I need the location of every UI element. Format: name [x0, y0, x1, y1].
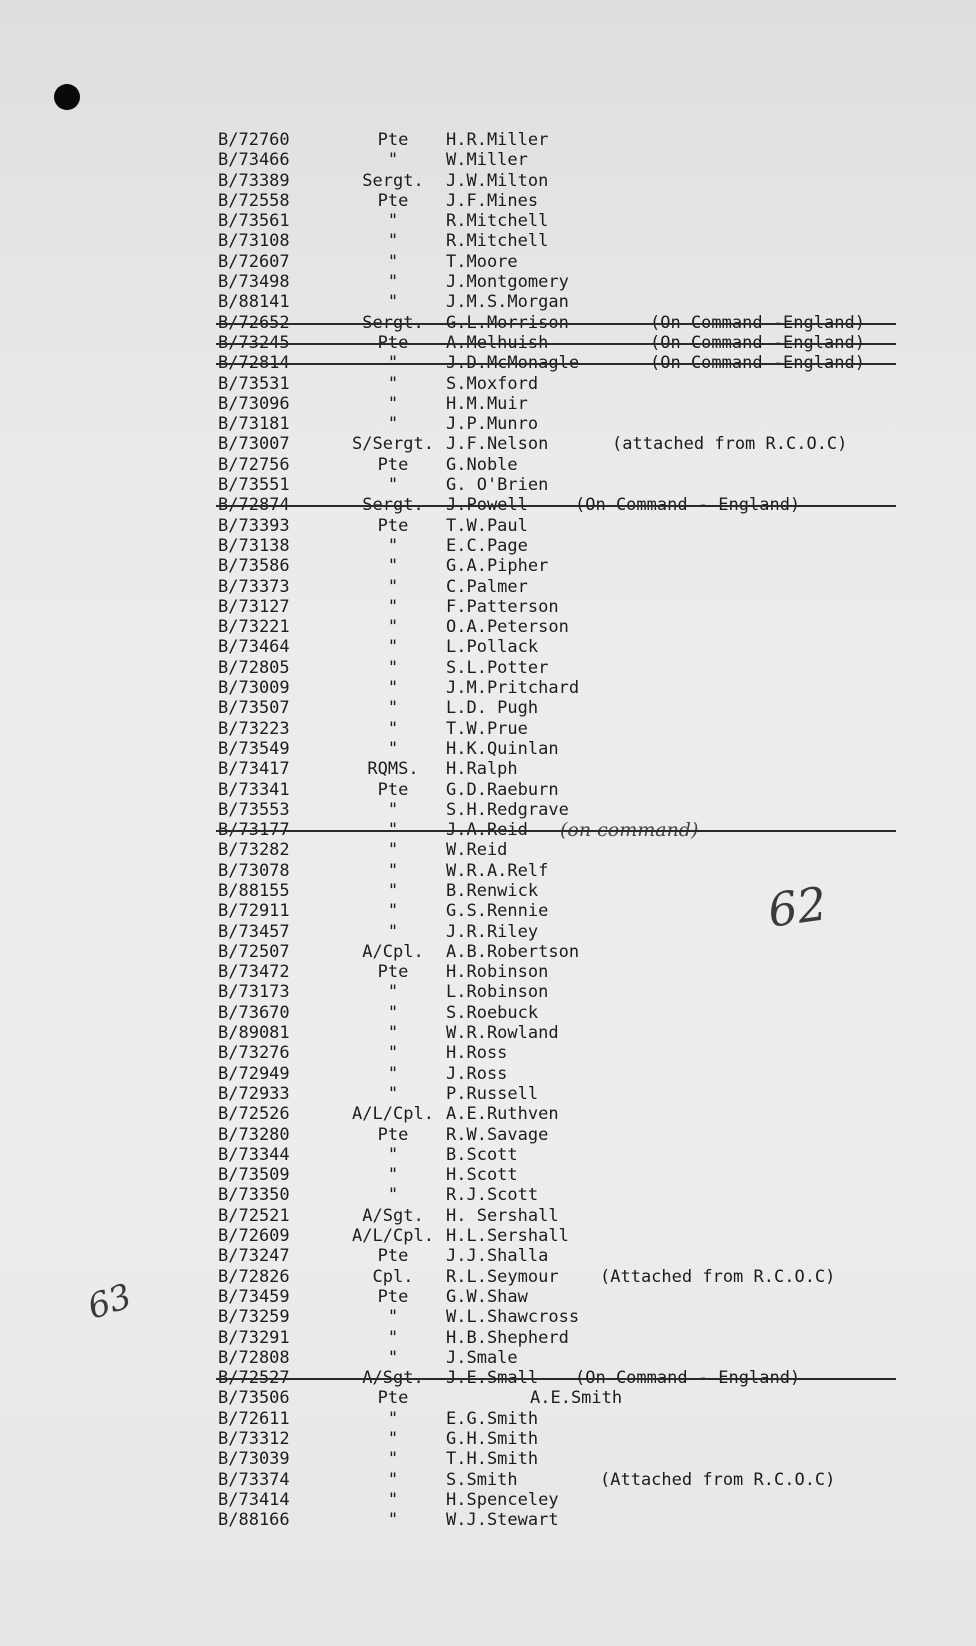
soldier-name: L.D. Pugh [446, 698, 539, 719]
rank: " [387, 1408, 399, 1429]
soldier-name: J.Powell [446, 495, 528, 516]
roll-entry [0, 333, 976, 353]
roll-entry [0, 475, 976, 495]
rank: S/Sergt. [352, 434, 434, 455]
roll-entry [0, 861, 976, 881]
soldier-name: T.W.Paul [446, 515, 528, 536]
roll-entry [0, 374, 976, 394]
remark-note: (On Command - England) [575, 1368, 801, 1389]
rank: Sergt. [362, 170, 424, 191]
rank: " [387, 982, 399, 1003]
soldier-name: S.Roebuck [446, 1002, 539, 1023]
roll-entry [0, 191, 976, 211]
rank: A/L/Cpl. [352, 1226, 434, 1247]
soldier-name: S.H.Redgrave [446, 799, 569, 820]
rank: Pte [377, 515, 409, 536]
soldier-name: H.B.Shepherd [446, 1327, 569, 1348]
regimental-number: B/72609 [218, 1226, 290, 1247]
soldier-name: J.F.Mines [446, 190, 539, 211]
rank: " [387, 1469, 399, 1490]
regimental-number: B/73173 [218, 982, 290, 1003]
rank: " [387, 150, 399, 171]
rank: " [387, 1510, 399, 1531]
roll-entry [0, 1267, 976, 1287]
soldier-name: T.Moore [446, 251, 518, 272]
rank: " [387, 1083, 399, 1104]
regimental-number: B/73553 [218, 799, 290, 820]
rank: " [387, 414, 399, 435]
regimental-number: B/73373 [218, 576, 290, 597]
remark-note: (Attached from R.C.O.C) [600, 1266, 836, 1287]
regimental-number: B/73181 [218, 414, 290, 435]
soldier-name: H. Sershall [446, 1205, 559, 1226]
remark-note: (On Command -England) [650, 353, 865, 374]
roll-entry [0, 840, 976, 860]
roll-entry [0, 414, 976, 434]
soldier-name: G. O'Brien [446, 475, 549, 496]
rank: A/L/Cpl. [352, 1104, 434, 1125]
rank: " [387, 901, 399, 922]
soldier-name: S.L.Potter [446, 657, 549, 678]
soldier-name: B.Scott [446, 1144, 518, 1165]
regimental-number: B/73561 [218, 211, 290, 232]
roll-entry [0, 394, 976, 414]
roll-entry [0, 292, 976, 312]
rank: Pte [377, 454, 409, 475]
roll-entry [0, 1409, 976, 1429]
rank: " [387, 535, 399, 556]
remark-note: (On Command -England) [650, 332, 865, 353]
soldier-name: B.Renwick [446, 880, 539, 901]
roll-entry [0, 516, 976, 536]
roll-entry [0, 1165, 976, 1185]
rank: Sergt. [362, 312, 424, 333]
regimental-number: B/72814 [218, 353, 290, 374]
rank: Pte [377, 190, 409, 211]
roll-entry [0, 962, 976, 982]
rank: " [387, 617, 399, 638]
regimental-number: B/72652 [218, 312, 290, 333]
regimental-number: B/73417 [218, 759, 290, 780]
punch-hole [54, 84, 80, 110]
remark-note: (attached from R.C.O.C) [612, 434, 848, 455]
roll-entry [0, 1145, 976, 1165]
roll-entry [0, 1226, 976, 1246]
regimental-number: B/89081 [218, 1023, 290, 1044]
soldier-name: J.M.S.Morgan [446, 292, 569, 313]
regimental-number: B/73531 [218, 373, 290, 394]
rank: A/Sgt. [362, 1368, 424, 1389]
regimental-number: B/88166 [218, 1510, 290, 1531]
rank: " [387, 353, 399, 374]
rank: " [387, 1429, 399, 1449]
rank: Pte [377, 1124, 409, 1145]
regimental-number: B/73247 [218, 1246, 290, 1267]
roll-entry [0, 577, 976, 597]
regimental-number: B/73393 [218, 515, 290, 536]
regimental-number: B/73374 [218, 1469, 290, 1490]
roll-entry [0, 881, 976, 901]
roll-entry [0, 1003, 976, 1023]
regimental-number: B/72808 [218, 1347, 290, 1368]
soldier-name: H.Spenceley [446, 1489, 559, 1510]
regimental-number: B/73506 [218, 1388, 290, 1409]
roll-entry [0, 637, 976, 657]
regimental-number: B/73670 [218, 1002, 290, 1023]
rank: Pte [377, 1246, 409, 1267]
soldier-name: G.H.Smith [446, 1429, 539, 1449]
soldier-name: H.Ralph [446, 759, 518, 780]
rank: " [387, 1449, 399, 1470]
soldier-name: G.S.Rennie [446, 901, 549, 922]
soldier-name: J.F.Nelson [446, 434, 549, 455]
rank: " [387, 718, 399, 739]
soldier-name: G.D.Raeburn [446, 779, 559, 800]
soldier-name: R.Mitchell [446, 211, 549, 232]
soldier-name: W.L.Shawcross [446, 1307, 580, 1328]
soldier-name: J.A.Reid [446, 820, 528, 841]
roll-entry [0, 719, 976, 739]
remark-note: (Attached from R.C.O.C) [600, 1469, 836, 1490]
rank: " [387, 880, 399, 901]
soldier-name: E.C.Page [446, 535, 528, 556]
rank: " [387, 251, 399, 272]
soldier-name: R.Mitchell [446, 231, 549, 252]
rank: A/Sgt. [362, 1205, 424, 1226]
regimental-number: B/88141 [218, 292, 290, 313]
rank: Cpl. [372, 1266, 414, 1287]
regimental-number: B/73276 [218, 1043, 290, 1064]
soldier-name: T.W.Prue [446, 718, 528, 739]
roll-entry [0, 800, 976, 820]
roll-entry [0, 1490, 976, 1510]
roll-entry [0, 820, 976, 840]
roll-entry [0, 1023, 976, 1043]
roll-entry [0, 1449, 976, 1469]
rank: " [387, 231, 399, 252]
rank: " [387, 272, 399, 293]
regimental-number: B/72756 [218, 454, 290, 475]
roll-entry [0, 1104, 976, 1124]
roll-entry [0, 171, 976, 191]
regimental-number: B/73344 [218, 1144, 290, 1165]
soldier-name: A.Melhuish [446, 332, 549, 353]
regimental-number: B/73282 [218, 840, 290, 861]
roll-entry [0, 1125, 976, 1145]
regimental-number: B/72527 [218, 1368, 290, 1389]
rank: RQMS. [367, 759, 419, 780]
rank: " [387, 393, 399, 414]
regimental-number: B/73078 [218, 860, 290, 881]
regimental-number: B/73341 [218, 779, 290, 800]
roll-entry [0, 698, 976, 718]
roll-entry [0, 739, 976, 759]
roll-entry [0, 922, 976, 942]
soldier-name: W.R.Rowland [446, 1023, 559, 1044]
soldier-name: J.D.McMonagle [446, 353, 580, 374]
roll-entry [0, 211, 976, 231]
regimental-number: B/88155 [218, 880, 290, 901]
roll-entry [0, 455, 976, 475]
soldier-name: W.Miller [446, 150, 528, 171]
soldier-name: H.M.Muir [446, 393, 528, 414]
soldier-name: S.Moxford [446, 373, 539, 394]
rank: " [387, 799, 399, 820]
roll-entry [0, 150, 976, 170]
soldier-name: W.Reid [446, 840, 508, 861]
roll-entry [0, 678, 976, 698]
soldier-name: W.R.A.Relf [446, 860, 549, 881]
regimental-number: B/72607 [218, 251, 290, 272]
rank: " [387, 373, 399, 394]
regimental-number: B/73039 [218, 1449, 290, 1470]
soldier-name: J.J.Shalla [446, 1246, 549, 1267]
rank: " [387, 1144, 399, 1165]
margin-mark-left: 63 [82, 1276, 137, 1328]
rank: " [387, 292, 399, 313]
rank: " [387, 921, 399, 942]
regimental-number: B/72949 [218, 1063, 290, 1084]
regimental-number: B/73459 [218, 1286, 290, 1307]
rank: Pte [377, 1388, 409, 1409]
soldier-name: H.Robinson [446, 962, 549, 983]
roll-entry [0, 231, 976, 251]
roll-entry [0, 556, 976, 576]
regimental-number: B/73551 [218, 475, 290, 496]
roll-entry [0, 1246, 976, 1266]
rank: " [387, 211, 399, 232]
rank: " [387, 860, 399, 881]
roll-entry [0, 597, 976, 617]
regimental-number: B/73498 [218, 272, 290, 293]
rank: " [387, 657, 399, 678]
regimental-number: B/73312 [218, 1429, 290, 1449]
regimental-number: B/72826 [218, 1266, 290, 1287]
soldier-name: G.W.Shaw [446, 1286, 528, 1307]
regimental-number: B/73350 [218, 1185, 290, 1206]
rank: " [387, 637, 399, 658]
rank: " [387, 1185, 399, 1206]
regimental-number: B/72611 [218, 1408, 290, 1429]
regimental-number: B/72526 [218, 1104, 290, 1125]
soldier-name: J.Montgomery [446, 272, 569, 293]
roll-entry [0, 658, 976, 678]
regimental-number: B/73007 [218, 434, 290, 455]
rank: " [387, 1347, 399, 1368]
remark-note: (On Command -England) [650, 312, 865, 333]
regimental-number: B/73280 [218, 1124, 290, 1145]
regimental-number: B/72874 [218, 495, 290, 516]
rank: Pte [377, 130, 409, 150]
margin-mark-right: 62 [764, 876, 831, 938]
remark-note: (on command) [560, 819, 699, 842]
regimental-number: B/73009 [218, 678, 290, 699]
soldier-name: G.A.Pipher [446, 556, 549, 577]
regimental-number: B/73389 [218, 170, 290, 191]
rank: " [387, 556, 399, 577]
soldier-name: R.J.Scott [446, 1185, 539, 1206]
soldier-name: R.L.Seymour [446, 1266, 559, 1287]
roll-entry [0, 1206, 976, 1226]
soldier-name: J.R.Riley [446, 921, 539, 942]
regimental-number: B/73223 [218, 718, 290, 739]
roll-entry [0, 1185, 976, 1205]
roll-entry [0, 1510, 976, 1530]
soldier-name: G.L.Morrison [446, 312, 569, 333]
regimental-number: B/73549 [218, 738, 290, 759]
rank: A/Cpl. [362, 941, 424, 962]
roll-entry [0, 942, 976, 962]
soldier-name: A.E.Ruthven [446, 1104, 559, 1125]
soldier-name: J.W.Milton [446, 170, 549, 191]
soldier-name: H.L.Sershall [446, 1226, 569, 1247]
rank: " [387, 1043, 399, 1064]
soldier-name: F.Patterson [446, 596, 559, 617]
rank: " [387, 678, 399, 699]
roll-entry [0, 982, 976, 1002]
soldier-name: H.Ross [446, 1043, 508, 1064]
regimental-number: B/72558 [218, 190, 290, 211]
soldier-name: W.J.Stewart [446, 1510, 559, 1531]
soldier-name: J.E.Small [446, 1368, 539, 1389]
roll-entry [0, 901, 976, 921]
roll-entry [0, 272, 976, 292]
rank: Pte [377, 332, 409, 353]
regimental-number: B/73464 [218, 637, 290, 658]
regimental-number: B/72521 [218, 1205, 290, 1226]
rank: " [387, 1002, 399, 1023]
regimental-number: B/73245 [218, 332, 290, 353]
soldier-name: H.K.Quinlan [446, 738, 559, 759]
soldier-name: T.H.Smith [446, 1449, 539, 1470]
rank: " [387, 738, 399, 759]
roll-entry [0, 1307, 976, 1327]
regimental-number: B/73108 [218, 231, 290, 252]
roll-entry [0, 1287, 976, 1307]
nominal-roll [0, 130, 976, 1530]
roll-entry [0, 353, 976, 373]
soldier-name: C.Palmer [446, 576, 528, 597]
soldier-name: H.Scott [446, 1165, 518, 1186]
soldier-name: A.B.Robertson [446, 941, 580, 962]
regimental-number: B/73509 [218, 1165, 290, 1186]
soldier-name: G.Noble [446, 454, 518, 475]
soldier-name: H.R.Miller [446, 130, 549, 150]
roll-entry [0, 1064, 976, 1084]
soldier-name: J.Ross [446, 1063, 508, 1084]
soldier-name: J.Smale [446, 1347, 518, 1368]
regimental-number: B/73586 [218, 556, 290, 577]
regimental-number: B/72933 [218, 1083, 290, 1104]
rank: Sergt. [362, 495, 424, 516]
roll-entry [0, 780, 976, 800]
regimental-number: B/73096 [218, 393, 290, 414]
regimental-number: B/73466 [218, 150, 290, 171]
roll-entry [0, 1348, 976, 1368]
rank: Pte [377, 779, 409, 800]
regimental-number: B/72507 [218, 941, 290, 962]
roll-entry [0, 434, 976, 454]
rank: " [387, 1327, 399, 1348]
rank: " [387, 1307, 399, 1328]
soldier-name: L.Robinson [446, 982, 549, 1003]
regimental-number: B/73472 [218, 962, 290, 983]
regimental-number: B/73259 [218, 1307, 290, 1328]
roll-entry [0, 252, 976, 272]
roll-entry [0, 1043, 976, 1063]
rank: " [387, 820, 399, 841]
soldier-name: O.A.Peterson [446, 617, 569, 638]
rank: " [387, 576, 399, 597]
regimental-number: B/72911 [218, 901, 290, 922]
regimental-number: B/73507 [218, 698, 290, 719]
roll-entry [0, 495, 976, 515]
roll-entry [0, 617, 976, 637]
roll-entry [0, 1328, 976, 1348]
roll-entry [0, 1084, 976, 1104]
roll-entry [0, 536, 976, 556]
regimental-number: B/73457 [218, 921, 290, 942]
regimental-number: B/73127 [218, 596, 290, 617]
roll-entry [0, 130, 976, 150]
regimental-number: B/73138 [218, 535, 290, 556]
soldier-name: L.Pollack [446, 637, 539, 658]
soldier-name: P.Russell [446, 1083, 539, 1104]
regimental-number: B/73221 [218, 617, 290, 638]
rank: Pte [377, 962, 409, 983]
soldier-name: E.G.Smith [446, 1408, 539, 1429]
rank: " [387, 698, 399, 719]
regimental-number: B/73177 [218, 820, 290, 841]
regimental-number: B/72760 [218, 130, 290, 150]
roll-entry [0, 1368, 976, 1388]
roll-entry [0, 759, 976, 779]
roll-entry [0, 313, 976, 333]
regimental-number: B/72805 [218, 657, 290, 678]
rank: " [387, 1063, 399, 1084]
regimental-number: B/73414 [218, 1489, 290, 1510]
regimental-number: B/73291 [218, 1327, 290, 1348]
soldier-name: R.W.Savage [446, 1124, 549, 1145]
rank: " [387, 596, 399, 617]
rank: " [387, 1489, 399, 1510]
rank: " [387, 1023, 399, 1044]
rank: " [387, 475, 399, 496]
soldier-name: J.M.Pritchard [446, 678, 580, 699]
soldier-name: A.E.Smith [530, 1388, 623, 1409]
roll-entry [0, 1388, 976, 1408]
rank: " [387, 1165, 399, 1186]
remark-note: (On Command - England) [575, 495, 801, 516]
roll-entry [0, 1429, 976, 1449]
soldier-name: S.Smith [446, 1469, 518, 1490]
rank: " [387, 840, 399, 861]
rank: Pte [377, 1286, 409, 1307]
soldier-name: J.P.Munro [446, 414, 539, 435]
roll-entry [0, 1470, 976, 1490]
